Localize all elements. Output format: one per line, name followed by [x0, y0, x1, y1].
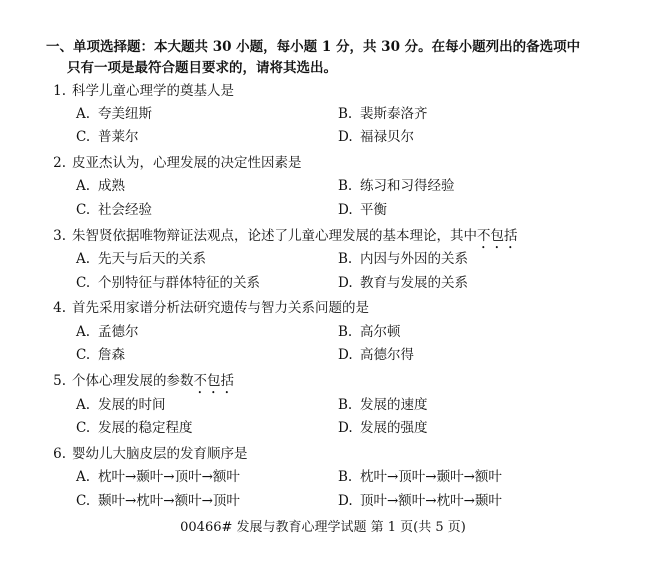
option-text: 个别特征与群体特征的关系	[98, 275, 260, 291]
option-text: 发展的稳定程度	[98, 420, 193, 436]
option-letter: D.	[338, 347, 353, 363]
option-letter: D.	[338, 129, 353, 145]
option-letter: C.	[76, 202, 91, 218]
question-3-option-a	[76, 249, 206, 269]
question-5-option-a	[76, 395, 166, 415]
option-text: 练习和习得经验	[360, 178, 455, 194]
question-3-option-b	[338, 249, 468, 269]
section-heading	[46, 37, 616, 79]
question-1-option-a	[76, 104, 152, 124]
question-4-option-c	[76, 345, 125, 365]
question-4-option-a	[76, 322, 139, 342]
question-4-option-b	[338, 322, 401, 342]
option-letter: D.	[338, 202, 353, 218]
option-text: 高德尔得	[360, 347, 414, 363]
question-2-option-a	[76, 176, 125, 196]
option-text: 发展的速度	[360, 397, 428, 413]
option-letter: A.	[76, 324, 91, 340]
section-heading-line-1: 一、单项选择题：本大题共 30 小题，每小题 1 分，共 30 分。在每小题列出的备选项中	[46, 39, 581, 55]
option-text: 先天与后天的关系	[98, 251, 206, 267]
option-letter: D.	[338, 493, 353, 509]
question-3-option-c	[76, 273, 260, 293]
option-letter: A.	[76, 469, 91, 485]
question-5-option-b	[338, 395, 428, 415]
option-text: 枕叶→颞叶→顶叶→额叶	[98, 469, 240, 485]
option-text: 成熟	[98, 178, 125, 194]
question-3-stem: 3. 朱智贤依据唯物辩证法观点，论述了儿童心理发展的基本理论，其中不包括	[53, 228, 518, 244]
option-text: 詹森	[98, 347, 125, 363]
option-text: 高尔顿	[360, 324, 401, 340]
option-text: 夸美纽斯	[98, 106, 152, 122]
option-text: 顶叶→额叶→枕叶→颞叶	[360, 493, 502, 509]
question-4-option-d	[338, 345, 414, 365]
question-3-option-d	[338, 273, 468, 293]
option-text: 福禄贝尔	[360, 129, 414, 145]
question-1-option-c	[76, 127, 139, 147]
option-letter: A.	[76, 106, 91, 122]
question-1-option-b	[338, 104, 428, 124]
option-letter: B.	[338, 397, 353, 413]
question-2-stem: 2. 皮亚杰认为，心理发展的决定性因素是	[53, 155, 302, 171]
option-text: 发展的时间	[98, 397, 166, 413]
option-letter: B.	[338, 106, 353, 122]
option-letter: C.	[76, 347, 91, 363]
question-5-emphasis: 不包括	[193, 373, 234, 389]
option-text: 枕叶→顶叶→颞叶→额叶	[360, 469, 502, 485]
question-6-option-b	[338, 467, 502, 487]
option-text: 孟德尔	[98, 324, 139, 340]
option-letter: A.	[76, 251, 91, 267]
option-text: 普莱尔	[98, 129, 139, 145]
option-letter: B.	[338, 178, 353, 194]
section-heading-line-2: 只有一项是最符合题目要求的，请将其选出。	[67, 60, 337, 76]
question-2-option-d	[338, 200, 387, 220]
question-1-option-d	[338, 127, 414, 147]
question-5-option-c	[76, 418, 193, 438]
option-letter: C.	[76, 275, 91, 291]
question-6-stem: 6. 婴幼儿大脑皮层的发育顺序是	[53, 446, 248, 462]
option-letter: C.	[76, 129, 91, 145]
option-letter: D.	[338, 420, 353, 436]
option-text: 内因与外因的关系	[360, 251, 468, 267]
option-letter: C.	[76, 493, 91, 509]
question-2-option-b	[338, 176, 455, 196]
option-letter: B.	[338, 251, 353, 267]
option-letter: A.	[76, 397, 91, 413]
option-letter: B.	[338, 324, 353, 340]
question-2-option-c	[76, 200, 152, 220]
question-6-option-d	[338, 491, 502, 511]
question-1-stem: 1. 科学儿童心理学的奠基人是	[53, 83, 234, 99]
question-6-option-c	[76, 491, 240, 511]
option-text: 平衡	[360, 202, 387, 218]
option-text: 发展的强度	[360, 420, 428, 436]
question-5-option-d	[338, 418, 428, 438]
question-5-stem: 5. 个体心理发展的参数不包括	[53, 373, 234, 389]
option-text: 社会经验	[98, 202, 152, 218]
question-3-emphasis: 不包括	[477, 228, 518, 244]
question-4-stem: 4. 首先采用家谱分析法研究遗传与智力关系问题的是	[53, 300, 369, 316]
option-text: 教育与发展的关系	[360, 275, 468, 291]
option-text: 裴斯泰洛齐	[360, 106, 428, 122]
page-footer: 00466# 发展与教育心理学试题 第 1 页(共 5 页)	[180, 520, 466, 535]
option-letter: C.	[76, 420, 91, 436]
option-letter: D.	[338, 275, 353, 291]
option-letter: B.	[338, 469, 353, 485]
option-text: 颞叶→枕叶→额叶→顶叶	[98, 493, 240, 509]
question-6-option-a	[76, 467, 240, 487]
option-letter: A.	[76, 178, 91, 194]
